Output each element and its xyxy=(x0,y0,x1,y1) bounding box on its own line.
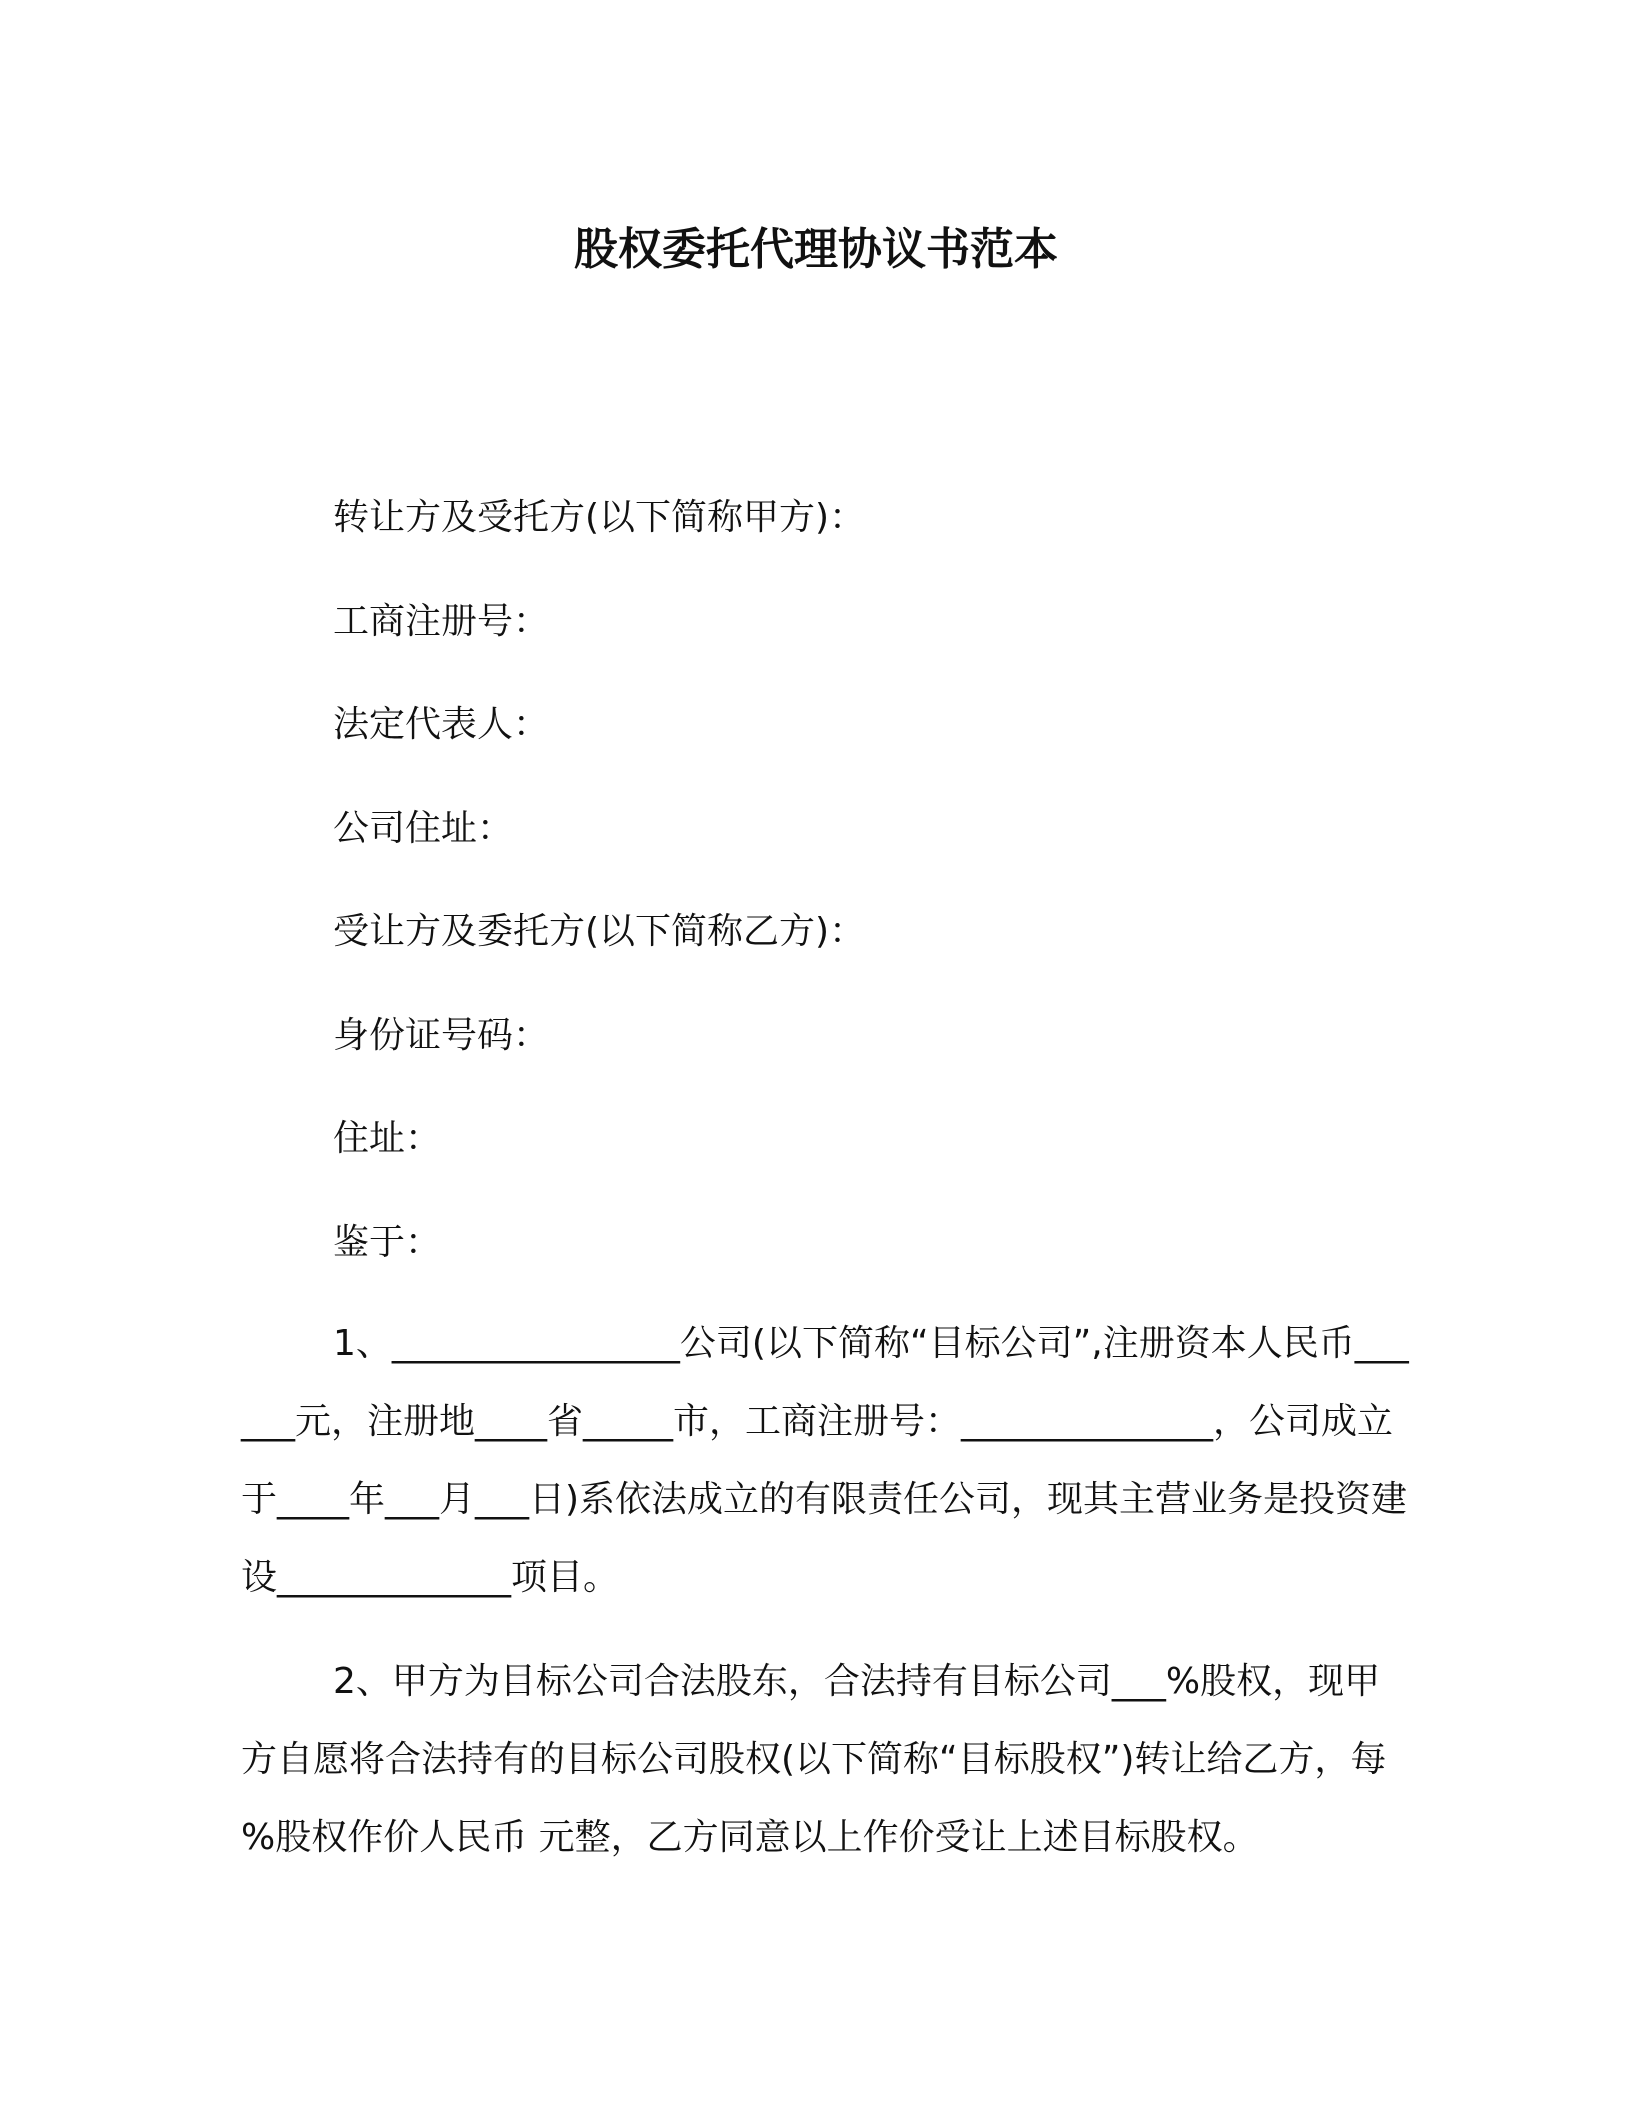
field-legal-representative-label: 法定代表人： xyxy=(333,704,550,745)
field-business-registration-label: 工商注册号： xyxy=(333,601,550,642)
field-transferee-label: 受让方及委托方(以下简称乙方)： xyxy=(333,911,866,952)
field-id-number-label: 身份证号码： xyxy=(333,1015,550,1056)
document-title: 股权委托代理协议书范本 xyxy=(574,224,1058,275)
field-transferor-label: 转让方及受托方(以下简称甲方)： xyxy=(333,497,866,538)
paragraph-2: 2、甲方为目标公司合法股东，合法持有目标公司___%股权，现甲方自愿将合法持有的目标公司股权(以下简称“目标股权”)转让给乙方，每 %股权作价人民币 元整，乙方同意以上作价受让上述目标股权。 xyxy=(241,1661,1387,1858)
field-company-address-label: 公司住址： xyxy=(333,808,514,849)
paragraph-1: 1、________________公司(以下简称“目标公司”,注册资本人民币______元，注册地____省_____市，工商注册号：______________，公司成立于____年___月___日)系依法成立的有限责任公司，现其主营业务是投资建设_____________项目。 xyxy=(241,1323,1409,1598)
field-whereas-label: 鉴于： xyxy=(333,1222,442,1263)
field-address-label: 住址： xyxy=(333,1118,442,1159)
